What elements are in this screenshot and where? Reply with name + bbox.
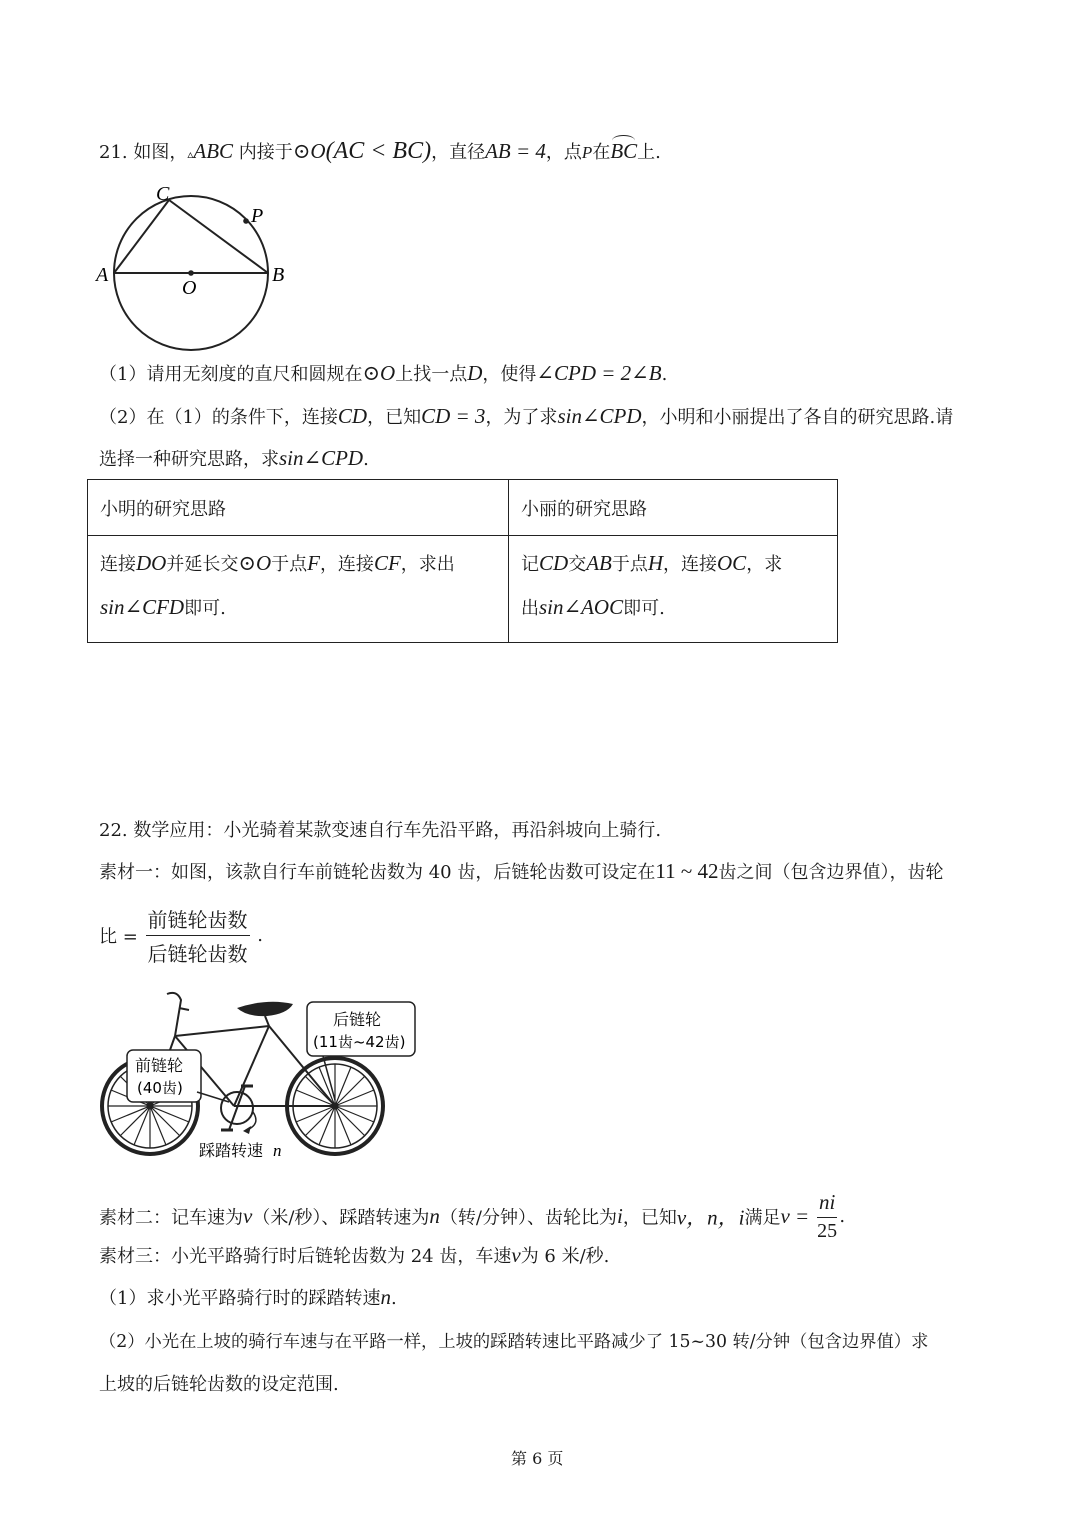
label-o: O (182, 277, 197, 299)
cell-xiaoli: 记CD交AB于点H，连接OC，求 出sin∠AOC即可. (509, 536, 838, 643)
q21-stem: 21. 如图，▵ABC 内接于⊙O(AC < BC)，直径AB = 4，点P在BC上. (99, 138, 661, 164)
bicycle-figure (97, 988, 417, 1164)
q21-part1: （1）请用无刻度的直尺和圆规在⊙O上找一点D，使得∠CPD = 2∠B. (99, 361, 668, 385)
gear-ratio-formula: 比 = $\frac{\text{前链轮齿数}}{\text{后链轮齿数}}$ . (99, 904, 263, 967)
q22-part1: （1）求小光平路骑行时的踩踏转速n. (99, 1285, 397, 1309)
cell-xiaoming: 连接DO并延长交⊙O于点F，连接CF，求出 sin∠CFD即可. (88, 536, 509, 643)
front-chainring-teeth: (40齿) (137, 1079, 183, 1097)
pedal-speed-n: n (273, 1141, 282, 1160)
pedal-speed-label: 踩踏转速 (199, 1141, 264, 1160)
table-header-row (88, 480, 838, 536)
q22-material2: 素材二：记车速为v（米/秒）、踩踏转速为n（转/分钟）、齿轮比为i，已知v，n，i满足v = $\frac{ni}{25}$ . (99, 1190, 846, 1242)
q22-part2-line2: 上坡的后链轮齿数的设定范围. (99, 1374, 339, 1395)
header-xiaoming: 小明的研究思路 (88, 480, 509, 536)
circle-figure (92, 182, 302, 354)
q22-material3: 素材三：小光平路骑行时后链轮齿数为 24 齿，车速v为 6 米/秒. (99, 1243, 610, 1267)
front-chainring-label: 前链轮 (135, 1056, 184, 1075)
rear-sprocket-label: 后链轮 (333, 1010, 382, 1029)
q21-part2-line2: 选择一种研究思路，求sin∠CPD. (99, 446, 369, 470)
research-table (87, 479, 838, 643)
header-xiaoli: 小丽的研究思路 (509, 480, 838, 536)
seat (237, 1002, 293, 1016)
q22-stem: 22. 数学应用：小光骑着某款变速自行车先沿平路，再沿斜坡向上骑行. (99, 820, 662, 841)
rear-sprocket-range: (11齿~42齿) (313, 1033, 406, 1051)
q21-part2-line1: （2）在（1）的条件下，连接CD，已知CD = 3，为了求sin∠CPD，小明和小丽提出了各自的研究思路.请 (99, 404, 954, 428)
table-body-row (88, 536, 838, 643)
label-c: C (156, 183, 170, 205)
label-p: P (251, 205, 264, 227)
point-p-dot (243, 218, 249, 224)
page-number: 第 6 页 (511, 1449, 564, 1468)
label-b: B (272, 264, 285, 286)
q22-part2-line1: （2）小光在上坡的骑行车速与在平路一样，上坡的踩踏转速比平路减少了 15~30 转/分钟（包含边界值）求 (99, 1332, 929, 1352)
center-dot (188, 270, 194, 276)
label-a: A (96, 264, 109, 286)
q22-material1: 素材一：如图，该款自行车前链轮齿数为 40 齿，后链轮齿数可设定在11 ~ 42齿之间（包含边界值），齿轮 (99, 859, 944, 883)
